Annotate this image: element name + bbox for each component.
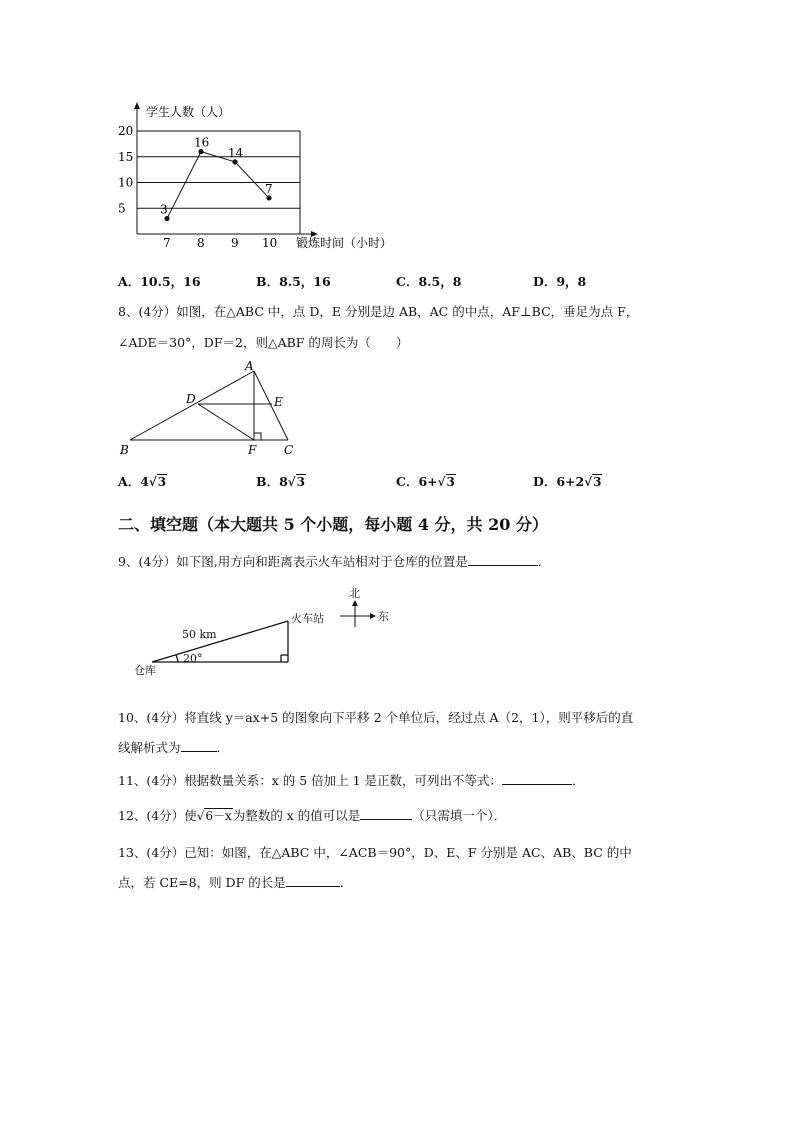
q13-answer-blank[interactable] bbox=[286, 874, 340, 887]
fig-angle-label: 20° bbox=[183, 652, 203, 665]
direction-figure bbox=[130, 585, 400, 680]
fig-label-b: B bbox=[120, 443, 129, 457]
chart-xtick-label: 9 bbox=[231, 236, 239, 250]
fig-distance-label: 50 km bbox=[182, 628, 217, 641]
chart-xtick-label: 10 bbox=[262, 236, 278, 250]
q11-answer-blank[interactable] bbox=[502, 772, 572, 785]
q12-text: 12、(4分）使√6－x为整数的 x 的值可以是 （只需填一个）． bbox=[118, 808, 507, 823]
chart-ytick-label: 5 bbox=[118, 201, 126, 216]
q10-line2: 线解析式为 ． bbox=[118, 740, 230, 755]
q7-option-a: A．10.5，16 bbox=[118, 274, 201, 289]
chart-data-label: 7 bbox=[265, 181, 273, 196]
q10-line1: 10、(4分）将直线 y＝ax+5 的图象向下平移 2 个单位后，经过点 A（2，1），则平移后的直 bbox=[118, 710, 634, 725]
fig-label-a: A bbox=[245, 359, 254, 373]
chart-data-label: 3 bbox=[160, 202, 168, 217]
section-title: 二、填空题（本大题共 5 个小题，每小题 4 分，共 20 分） bbox=[118, 515, 548, 534]
fig-east-label: 东 bbox=[378, 610, 389, 623]
q8-line1: 8、(4分）如图，在△ABC 中，点 D，E 分别是边 AB，AC 的中点，AF⊥BC，垂足为点 F， bbox=[118, 304, 639, 319]
chart-y-axis-arrow bbox=[134, 102, 140, 109]
q8-option-d: D．6+2√3 bbox=[533, 474, 602, 489]
q7-option-b: B．8.5，16 bbox=[256, 274, 331, 289]
q9-answer-blank[interactable] bbox=[468, 553, 538, 566]
chart-data-point bbox=[266, 195, 271, 200]
q7-option-c: C．8.5，8 bbox=[396, 274, 462, 289]
chart-ylabel: 学生人数（人） bbox=[146, 105, 231, 119]
q8-option-a: A．4√3 bbox=[118, 474, 167, 489]
line-chart bbox=[110, 100, 410, 260]
chart-xtick-label: 7 bbox=[163, 236, 171, 250]
chart-xtick-label: 8 bbox=[197, 236, 205, 250]
fig-label-f: F bbox=[248, 443, 257, 457]
q12-answer-blank[interactable] bbox=[360, 807, 412, 820]
triangle-figure bbox=[112, 358, 312, 458]
chart-ytick-label: 20 bbox=[118, 124, 134, 138]
q8-option-b: B．8√3 bbox=[256, 474, 306, 489]
fig-label-e: E bbox=[274, 395, 283, 409]
fig-north-label: 北 bbox=[349, 587, 360, 600]
q8-line2: ∠ADE＝30°，DF＝2，则△ABF 的周长为（ ） bbox=[118, 335, 409, 350]
q13-line1: 13、(4分）已知：如图，在△ABC 中，∠ACB＝90°，D、E、F 分别是 AC、AB、BC 的中 bbox=[118, 845, 632, 860]
fig-label-c: C bbox=[284, 443, 294, 457]
fig-warehouse-label: 仓库 bbox=[134, 664, 156, 677]
chart-data-label: 16 bbox=[194, 135, 210, 150]
q11-text: 11、(4分）根据数量关系：x 的 5 倍加上 1 是正数，可列出不等式： ． bbox=[118, 773, 585, 788]
chart-data-label: 14 bbox=[228, 145, 244, 160]
fig-label-d: D bbox=[186, 392, 196, 406]
q13-line2: 点，若 CE=8，则 DF 的长是 ． bbox=[118, 875, 353, 890]
chart-ytick-label: 15 bbox=[118, 149, 134, 164]
q9-text: 9、(4分）如下图,用方向和距离表示火车站相对于仓库的位置是 ． bbox=[118, 554, 551, 569]
q7-option-d: D．9，8 bbox=[533, 274, 587, 289]
q8-option-c: C．6+√3 bbox=[396, 474, 455, 489]
chart-ytick-label: 10 bbox=[118, 175, 134, 190]
fig-station-label: 火车站 bbox=[291, 612, 324, 625]
chart-data-point bbox=[164, 216, 169, 221]
chart-xlabel: 锻炼时间（小时） bbox=[296, 236, 393, 250]
chart-data-point bbox=[198, 149, 203, 154]
chart-data-point bbox=[232, 159, 237, 164]
q10-answer-blank[interactable] bbox=[181, 739, 217, 752]
